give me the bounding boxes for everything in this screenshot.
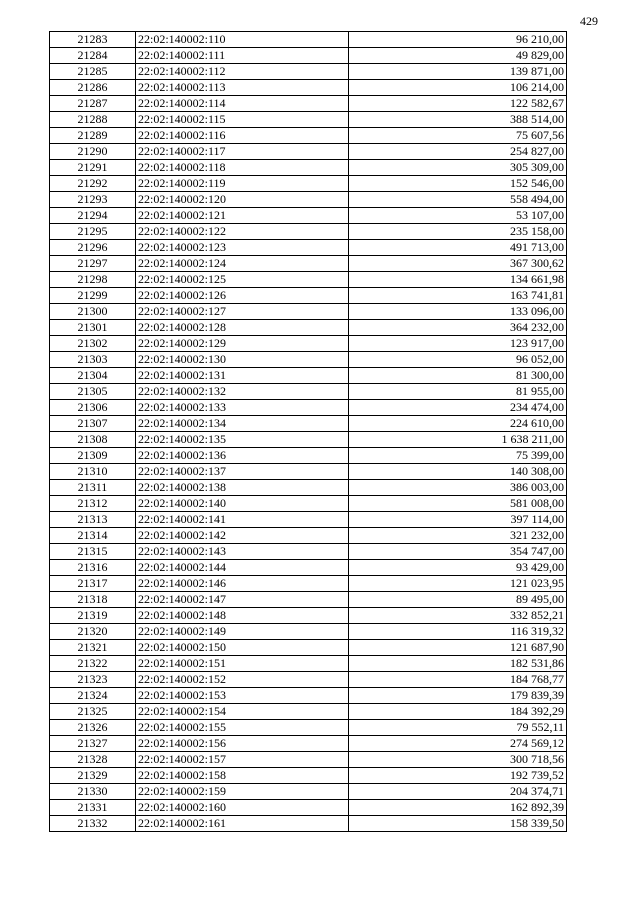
value-cell: 53 107,00 [349, 208, 567, 224]
row-number-cell: 21301 [50, 320, 136, 336]
cadastral-number-cell: 22:02:140002:149 [136, 624, 349, 640]
row-number-cell: 21306 [50, 400, 136, 416]
value-cell: 367 300,62 [349, 256, 567, 272]
cadastral-number-cell: 22:02:140002:157 [136, 752, 349, 768]
table-row [50, 592, 567, 608]
value-cell: 332 852,21 [349, 608, 567, 624]
value-cell: 204 374,71 [349, 784, 567, 800]
row-number-cell: 21297 [50, 256, 136, 272]
cadastral-number-cell: 22:02:140002:127 [136, 304, 349, 320]
value-cell: 184 392,29 [349, 704, 567, 720]
value-cell: 386 003,00 [349, 480, 567, 496]
value-cell: 192 739,52 [349, 768, 567, 784]
table-row [50, 496, 567, 512]
table-row [50, 528, 567, 544]
value-cell: 81 300,00 [349, 368, 567, 384]
row-number-cell: 21330 [50, 784, 136, 800]
table-row [50, 176, 567, 192]
value-cell: 364 232,00 [349, 320, 567, 336]
value-cell: 121 687,90 [349, 640, 567, 656]
row-number-cell: 21309 [50, 448, 136, 464]
cadastral-number-cell: 22:02:140002:125 [136, 272, 349, 288]
row-number-cell: 21332 [50, 816, 136, 832]
value-cell: 133 096,00 [349, 304, 567, 320]
cadastral-number-cell: 22:02:140002:116 [136, 128, 349, 144]
row-number-cell: 21325 [50, 704, 136, 720]
table-row [50, 640, 567, 656]
value-cell: 397 114,00 [349, 512, 567, 528]
table-row [50, 784, 567, 800]
table-row [50, 128, 567, 144]
value-cell: 1 638 211,00 [349, 432, 567, 448]
table-row [50, 240, 567, 256]
row-number-cell: 21291 [50, 160, 136, 176]
cadastral-number-cell: 22:02:140002:115 [136, 112, 349, 128]
cadastral-number-cell: 22:02:140002:117 [136, 144, 349, 160]
value-cell: 123 917,00 [349, 336, 567, 352]
cadastral-number-cell: 22:02:140002:159 [136, 784, 349, 800]
value-cell: 354 747,00 [349, 544, 567, 560]
row-number-cell: 21327 [50, 736, 136, 752]
cadastral-number-cell: 22:02:140002:146 [136, 576, 349, 592]
value-cell: 49 829,00 [349, 48, 567, 64]
cadastral-number-cell: 22:02:140002:128 [136, 320, 349, 336]
table-row [50, 400, 567, 416]
cadastral-number-cell: 22:02:140002:136 [136, 448, 349, 464]
cadastral-number-cell: 22:02:140002:143 [136, 544, 349, 560]
cadastral-number-cell: 22:02:140002:140 [136, 496, 349, 512]
cadastral-number-cell: 22:02:140002:112 [136, 64, 349, 80]
table-row [50, 272, 567, 288]
cadastral-number-cell: 22:02:140002:160 [136, 800, 349, 816]
value-cell: 116 319,32 [349, 624, 567, 640]
table-row [50, 352, 567, 368]
cadastral-number-cell: 22:02:140002:151 [136, 656, 349, 672]
value-cell: 388 514,00 [349, 112, 567, 128]
row-number-cell: 21293 [50, 192, 136, 208]
table-row [50, 816, 567, 832]
value-cell: 184 768,77 [349, 672, 567, 688]
cadastral-number-cell: 22:02:140002:114 [136, 96, 349, 112]
table-row [50, 480, 567, 496]
value-cell: 305 309,00 [349, 160, 567, 176]
row-number-cell: 21311 [50, 480, 136, 496]
cadastral-number-cell: 22:02:140002:134 [136, 416, 349, 432]
row-number-cell: 21286 [50, 80, 136, 96]
table-row [50, 576, 567, 592]
cadastral-number-cell: 22:02:140002:156 [136, 736, 349, 752]
row-number-cell: 21321 [50, 640, 136, 656]
row-number-cell: 21324 [50, 688, 136, 704]
row-number-cell: 21302 [50, 336, 136, 352]
cadastral-number-cell: 22:02:140002:124 [136, 256, 349, 272]
table-row [50, 432, 567, 448]
cadastral-number-cell: 22:02:140002:119 [136, 176, 349, 192]
row-number-cell: 21283 [50, 32, 136, 48]
table-row [50, 464, 567, 480]
row-number-cell: 21307 [50, 416, 136, 432]
cadastral-number-cell: 22:02:140002:129 [136, 336, 349, 352]
data-table [49, 31, 567, 832]
cadastral-number-cell: 22:02:140002:133 [136, 400, 349, 416]
cadastral-number-cell: 22:02:140002:135 [136, 432, 349, 448]
row-number-cell: 21315 [50, 544, 136, 560]
table-row [50, 512, 567, 528]
cadastral-number-cell: 22:02:140002:137 [136, 464, 349, 480]
row-number-cell: 21331 [50, 800, 136, 816]
cadastral-number-cell: 22:02:140002:113 [136, 80, 349, 96]
value-cell: 122 582,67 [349, 96, 567, 112]
cadastral-number-cell: 22:02:140002:122 [136, 224, 349, 240]
cadastral-number-cell: 22:02:140002:118 [136, 160, 349, 176]
value-cell: 234 474,00 [349, 400, 567, 416]
value-cell: 121 023,95 [349, 576, 567, 592]
cadastral-number-cell: 22:02:140002:142 [136, 528, 349, 544]
cadastral-number-cell: 22:02:140002:154 [136, 704, 349, 720]
cadastral-number-cell: 22:02:140002:150 [136, 640, 349, 656]
row-number-cell: 21308 [50, 432, 136, 448]
table-row [50, 80, 567, 96]
table-row [50, 192, 567, 208]
row-number-cell: 21316 [50, 560, 136, 576]
table-row [50, 208, 567, 224]
cadastral-number-cell: 22:02:140002:132 [136, 384, 349, 400]
row-number-cell: 21294 [50, 208, 136, 224]
value-cell: 274 569,12 [349, 736, 567, 752]
table-row [50, 320, 567, 336]
row-number-cell: 21295 [50, 224, 136, 240]
cadastral-number-cell: 22:02:140002:138 [136, 480, 349, 496]
cadastral-number-cell: 22:02:140002:126 [136, 288, 349, 304]
value-cell: 581 008,00 [349, 496, 567, 512]
value-cell: 179 839,39 [349, 688, 567, 704]
row-number-cell: 21318 [50, 592, 136, 608]
table-row [50, 256, 567, 272]
cadastral-number-cell: 22:02:140002:155 [136, 720, 349, 736]
value-cell: 491 713,00 [349, 240, 567, 256]
value-cell: 235 158,00 [349, 224, 567, 240]
table-row [50, 560, 567, 576]
cadastral-number-cell: 22:02:140002:158 [136, 768, 349, 784]
value-cell: 96 052,00 [349, 352, 567, 368]
value-cell: 321 232,00 [349, 528, 567, 544]
value-cell: 558 494,00 [349, 192, 567, 208]
row-number-cell: 21284 [50, 48, 136, 64]
table-row [50, 48, 567, 64]
cadastral-number-cell: 22:02:140002:147 [136, 592, 349, 608]
row-number-cell: 21312 [50, 496, 136, 512]
value-cell: 134 661,98 [349, 272, 567, 288]
cadastral-number-cell: 22:02:140002:120 [136, 192, 349, 208]
table-row [50, 544, 567, 560]
table-row [50, 768, 567, 784]
row-number-cell: 21329 [50, 768, 136, 784]
row-number-cell: 21287 [50, 96, 136, 112]
table-row [50, 672, 567, 688]
table-row [50, 624, 567, 640]
row-number-cell: 21317 [50, 576, 136, 592]
row-number-cell: 21300 [50, 304, 136, 320]
table-body [50, 32, 567, 832]
table-row [50, 800, 567, 816]
row-number-cell: 21289 [50, 128, 136, 144]
value-cell: 182 531,86 [349, 656, 567, 672]
row-number-cell: 21288 [50, 112, 136, 128]
row-number-cell: 21298 [50, 272, 136, 288]
table-row [50, 224, 567, 240]
table-row [50, 144, 567, 160]
table-row [50, 112, 567, 128]
table-row [50, 688, 567, 704]
table-row [50, 160, 567, 176]
row-number-cell: 21303 [50, 352, 136, 368]
table-row [50, 96, 567, 112]
value-cell: 163 741,81 [349, 288, 567, 304]
value-cell: 162 892,39 [349, 800, 567, 816]
value-cell: 75 607,56 [349, 128, 567, 144]
table-row [50, 64, 567, 80]
row-number-cell: 21296 [50, 240, 136, 256]
cadastral-number-cell: 22:02:140002:131 [136, 368, 349, 384]
table-row [50, 720, 567, 736]
value-cell: 152 546,00 [349, 176, 567, 192]
table-row [50, 384, 567, 400]
table-row [50, 448, 567, 464]
row-number-cell: 21310 [50, 464, 136, 480]
row-number-cell: 21290 [50, 144, 136, 160]
row-number-cell: 21326 [50, 720, 136, 736]
cadastral-number-cell: 22:02:140002:141 [136, 512, 349, 528]
cadastral-number-cell: 22:02:140002:123 [136, 240, 349, 256]
cadastral-number-cell: 22:02:140002:153 [136, 688, 349, 704]
value-cell: 96 210,00 [349, 32, 567, 48]
value-cell: 140 308,00 [349, 464, 567, 480]
table-row [50, 752, 567, 768]
row-number-cell: 21313 [50, 512, 136, 528]
row-number-cell: 21314 [50, 528, 136, 544]
row-number-cell: 21323 [50, 672, 136, 688]
table-row [50, 288, 567, 304]
value-cell: 106 214,00 [349, 80, 567, 96]
row-number-cell: 21285 [50, 64, 136, 80]
table-row [50, 736, 567, 752]
row-number-cell: 21292 [50, 176, 136, 192]
cadastral-number-cell: 22:02:140002:111 [136, 48, 349, 64]
value-cell: 300 718,56 [349, 752, 567, 768]
cadastral-number-cell: 22:02:140002:130 [136, 352, 349, 368]
table-row [50, 368, 567, 384]
row-number-cell: 21304 [50, 368, 136, 384]
value-cell: 93 429,00 [349, 560, 567, 576]
value-cell: 89 495,00 [349, 592, 567, 608]
row-number-cell: 21305 [50, 384, 136, 400]
row-number-cell: 21322 [50, 656, 136, 672]
row-number-cell: 21319 [50, 608, 136, 624]
cadastral-number-cell: 22:02:140002:161 [136, 816, 349, 832]
value-cell: 81 955,00 [349, 384, 567, 400]
cadastral-number-cell: 22:02:140002:121 [136, 208, 349, 224]
table-row [50, 608, 567, 624]
row-number-cell: 21299 [50, 288, 136, 304]
cadastral-number-cell: 22:02:140002:152 [136, 672, 349, 688]
value-cell: 158 339,50 [349, 816, 567, 832]
table-row [50, 32, 567, 48]
table-row [50, 304, 567, 320]
table-row [50, 656, 567, 672]
page-number: 429 [580, 14, 598, 28]
table-row [50, 704, 567, 720]
table-row [50, 416, 567, 432]
value-cell: 224 610,00 [349, 416, 567, 432]
value-cell: 75 399,00 [349, 448, 567, 464]
cadastral-number-cell: 22:02:140002:144 [136, 560, 349, 576]
value-cell: 139 871,00 [349, 64, 567, 80]
cadastral-number-cell: 22:02:140002:110 [136, 32, 349, 48]
value-cell: 79 552,11 [349, 720, 567, 736]
row-number-cell: 21328 [50, 752, 136, 768]
table-row [50, 336, 567, 352]
cadastral-number-cell: 22:02:140002:148 [136, 608, 349, 624]
row-number-cell: 21320 [50, 624, 136, 640]
value-cell: 254 827,00 [349, 144, 567, 160]
